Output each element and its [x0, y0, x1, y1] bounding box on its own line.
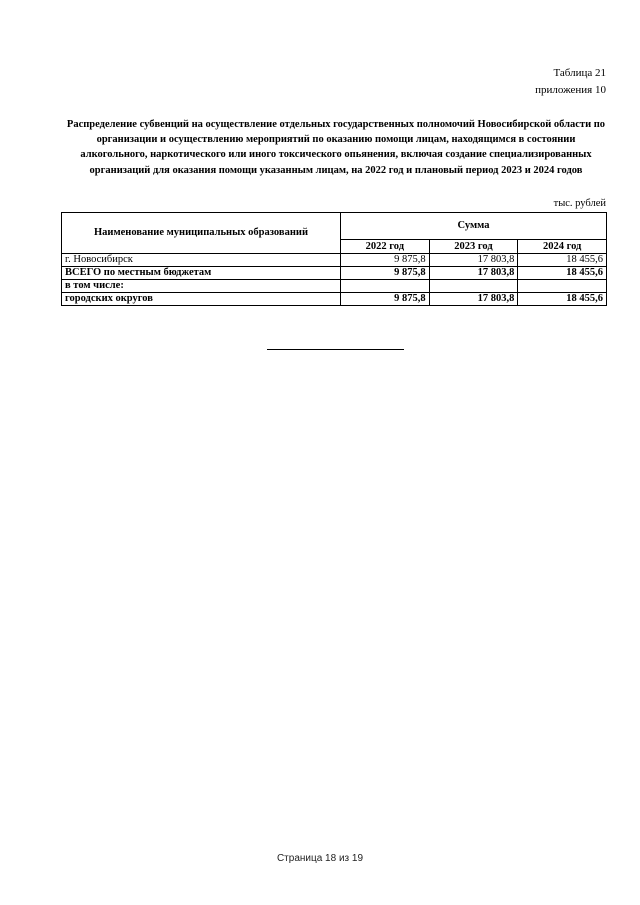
- page-footer: Страница 18 из 19: [276, 853, 364, 864]
- units-label: тыс. рублей: [553, 198, 606, 209]
- cell-2023: 17 803,8: [429, 267, 518, 280]
- column-header-year-2023: 2023 год: [429, 240, 518, 254]
- table-row: [62, 280, 607, 293]
- table-row: [62, 267, 607, 280]
- row-name-including: в том числе:: [62, 280, 341, 293]
- appendix-number: приложения 10: [535, 84, 606, 96]
- row-name-novosibirsk: г. Новосибирск: [62, 254, 341, 267]
- subsidy-table: [61, 212, 607, 306]
- table-row: [62, 254, 607, 267]
- cell-2022: [341, 280, 430, 293]
- section-divider: [267, 349, 404, 350]
- cell-2023: 17 803,8: [429, 254, 518, 267]
- cell-2022: 9 875,8: [341, 293, 430, 306]
- table-number: Таблица 21: [553, 67, 606, 79]
- cell-2023: 17 803,8: [429, 293, 518, 306]
- document-title: Распределение субвенций на осуществление отдельных государственных полномочий Новосибирской области по организации и осуществлению мероприятий по оказанию помощи лицам, находящимся в состоянии алкогольного, наркотического или иного токсического опьянения, включая создание специализированных организаций для оказания помощи указанным лицам, на 2022 год и плановый период 2023 и 2024 годов: [66, 119, 606, 176]
- column-header-sum: Сумма: [341, 213, 607, 240]
- cell-2022: 9 875,8: [341, 254, 430, 267]
- column-header-year-2024: 2024 год: [518, 240, 607, 254]
- column-header-municipality: Наименование муниципальных образований: [62, 213, 341, 254]
- cell-2024: 18 455,6: [518, 267, 607, 280]
- cell-2022: 9 875,8: [341, 267, 430, 280]
- cell-2024: 18 455,6: [518, 254, 607, 267]
- row-name-urban-districts: городских округов: [62, 293, 341, 306]
- table-reference: [535, 65, 606, 99]
- cell-2023: [429, 280, 518, 293]
- cell-2024: [518, 280, 607, 293]
- column-header-year-2022: 2022 год: [341, 240, 430, 254]
- table-row: [62, 293, 607, 306]
- row-name-total: ВСЕГО по местным бюджетам: [62, 267, 341, 280]
- cell-2024: 18 455,6: [518, 293, 607, 306]
